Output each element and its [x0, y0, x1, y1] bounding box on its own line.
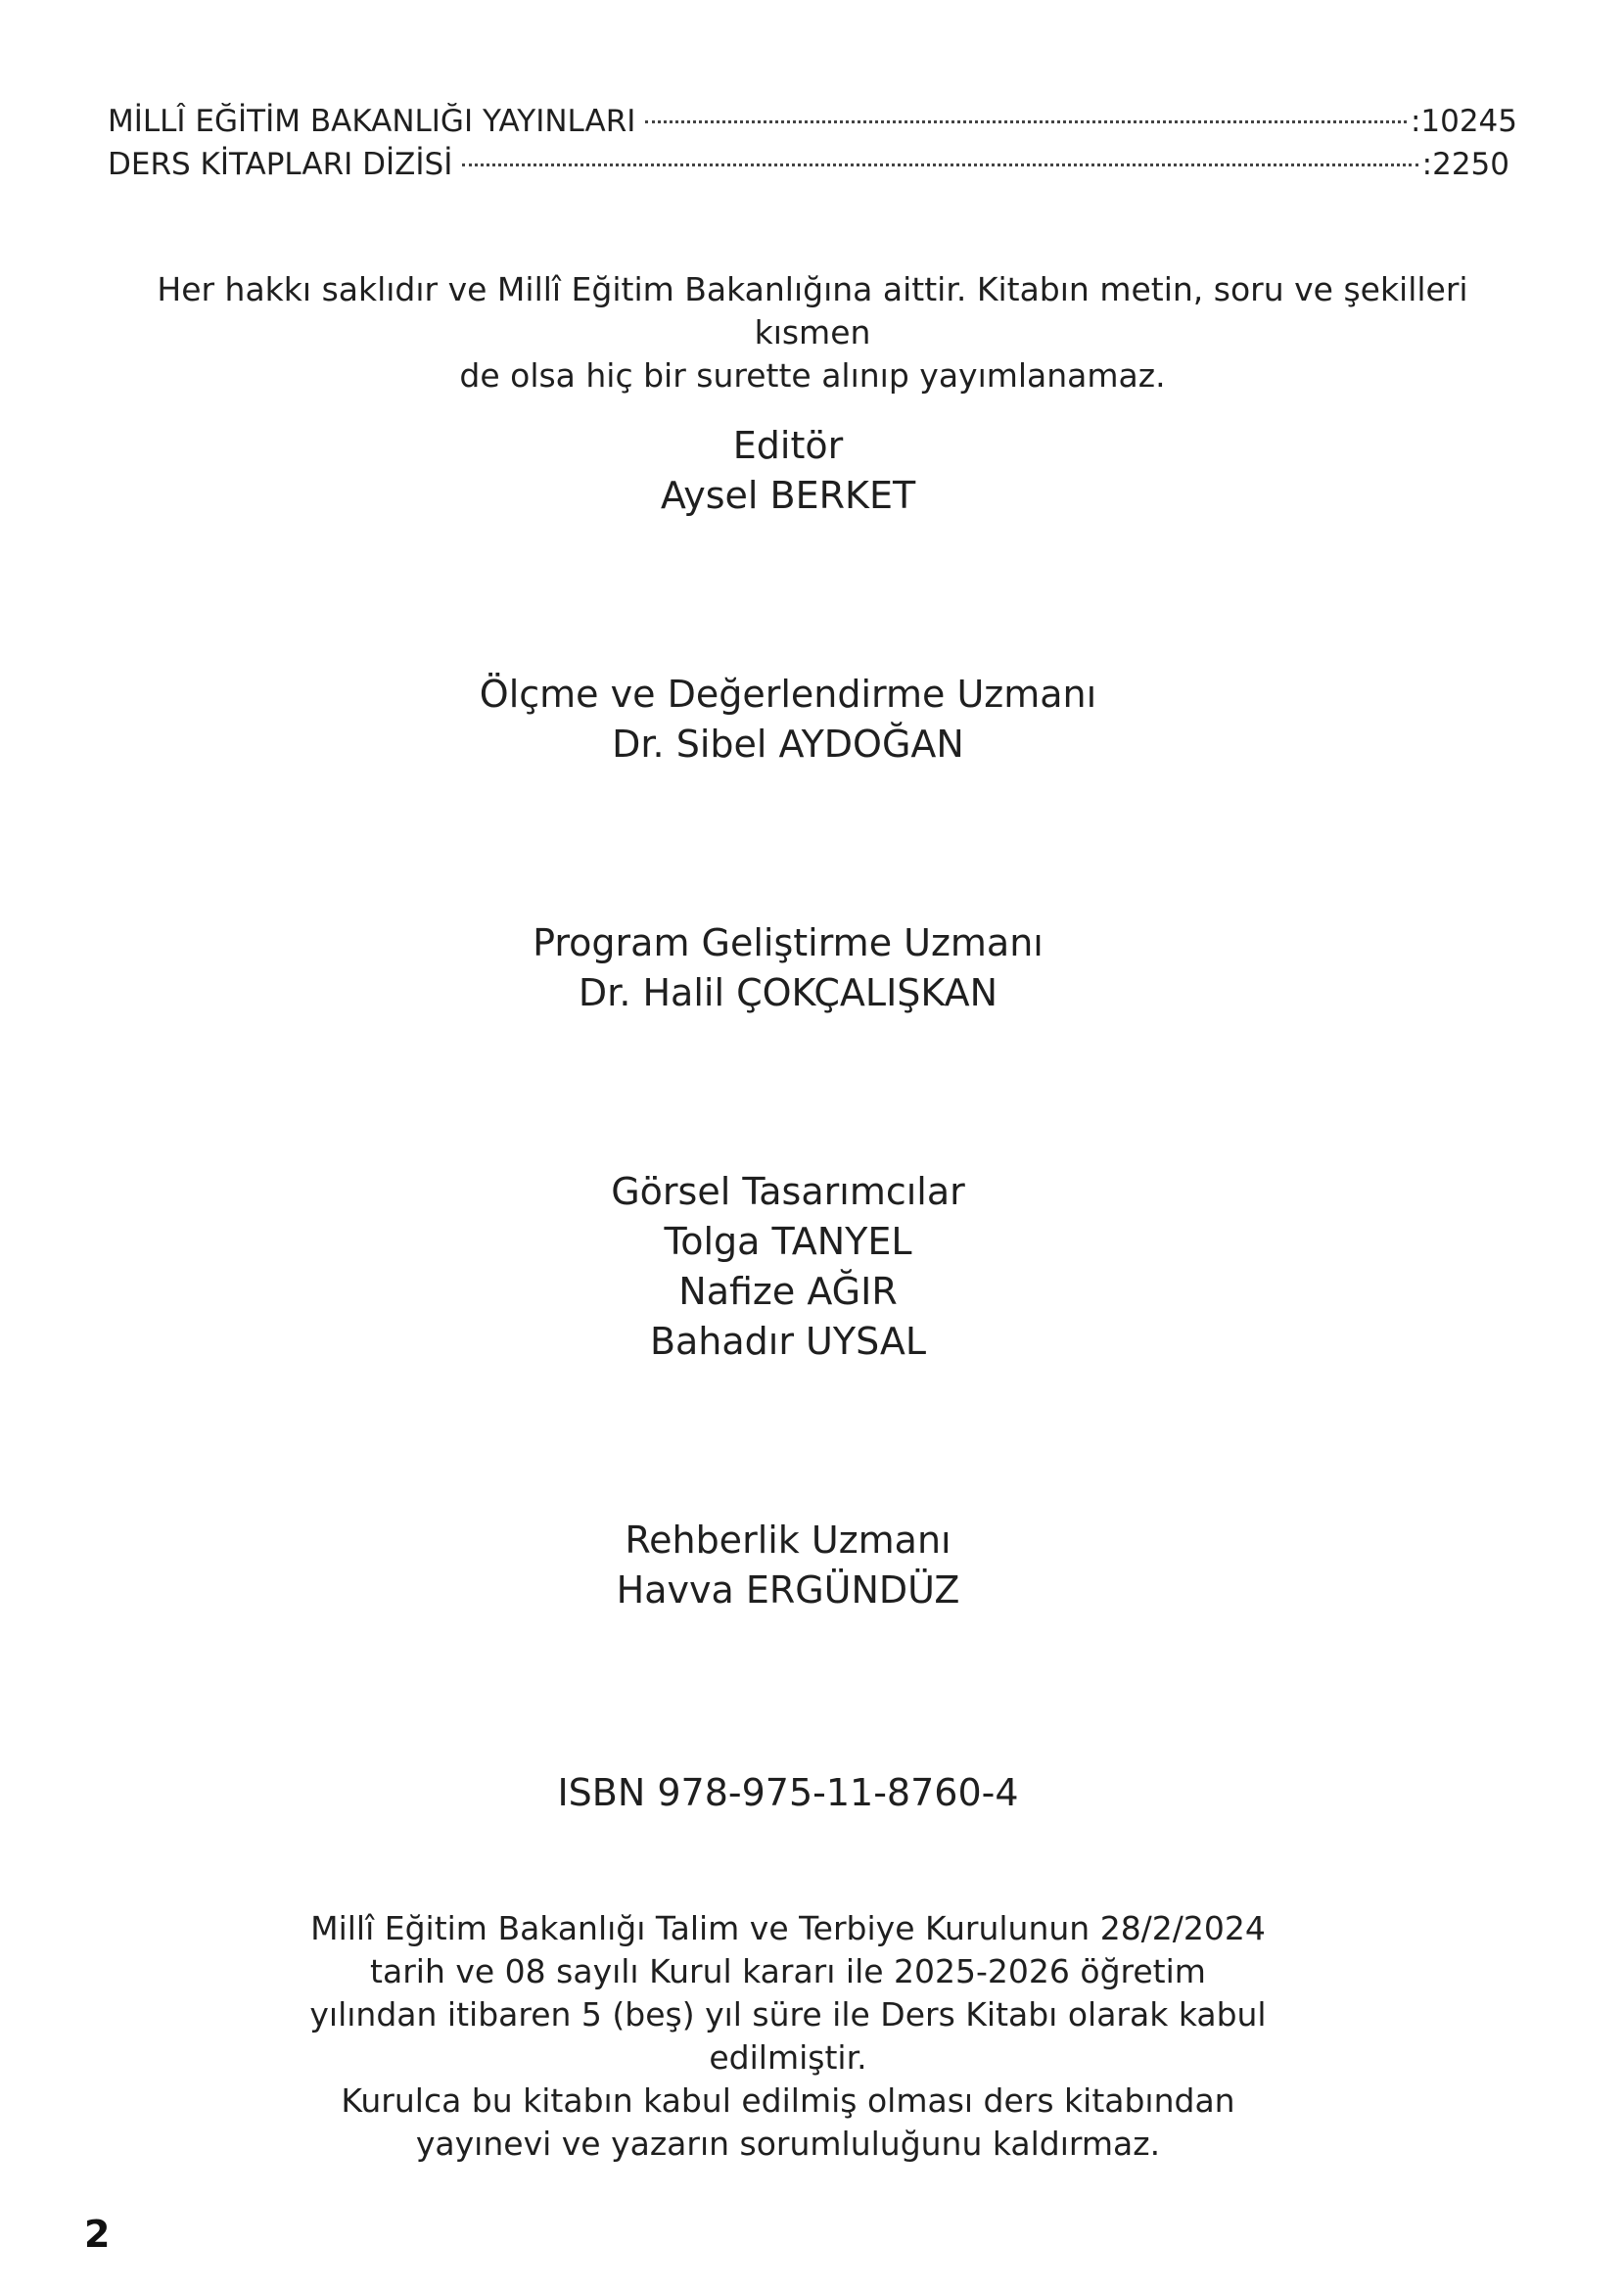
approval-line: yayınevi ve yazarın sorumluluğunu kaldırmaz. — [415, 2125, 1161, 2163]
dot-leader — [645, 120, 1407, 123]
copyright-line: de olsa hiç bir surette alınıp yayımlanamaz. — [459, 356, 1166, 395]
guidance-credit — [0, 1516, 1576, 1615]
credit-role: Ölçme ve Değerlendirme Uzmanı — [479, 673, 1097, 716]
editor-credit — [0, 421, 1576, 521]
approval-line: edilmiştir. — [709, 2038, 867, 2077]
credit-role: Görsel Tasarımcılar — [611, 1170, 965, 1213]
textbook-series-label: DERS KİTAPLARI DİZİSİ — [108, 147, 453, 182]
copyright-notice — [117, 268, 1508, 397]
credit-name: Dr. Sibel AYDOĞAN — [612, 723, 964, 766]
credit-name: Havva ERGÜNDÜZ — [616, 1568, 960, 1612]
publications-series-row — [108, 100, 1517, 143]
credit-name: Aysel BERKET — [660, 474, 916, 517]
copyright-line: Her hakkı saklıdır ve Millî Eğitim Bakanlığına aittir. Kitabın metin, soru ve şekilleri kısmen — [157, 270, 1468, 351]
approval-line: tarih ve 08 sayılı Kurul kararı ile 2025-2026 öğretim — [370, 1952, 1206, 1990]
credit-name: Nafize AĞIR — [678, 1270, 898, 1313]
publications-series-label: MİLLÎ EĞİTİM BAKANLIĞI YAYINLARI — [108, 104, 636, 139]
credit-role: Editör — [732, 424, 844, 467]
textbook-series-row — [108, 143, 1509, 186]
approval-statement — [294, 1907, 1282, 2166]
textbook-series-number: :2250 — [1421, 147, 1509, 182]
program-credit — [0, 918, 1576, 1018]
approval-line: Millî Eğitim Bakanlığı Talim ve Terbiye Kurulunun 28/2/2024 — [310, 1909, 1266, 1947]
credit-name: Dr. Halil ÇOKÇALIŞKAN — [578, 971, 998, 1014]
credit-role: Program Geliştirme Uzmanı — [533, 921, 1044, 964]
dot-leader — [462, 164, 1417, 166]
publications-series-number: :10245 — [1410, 104, 1517, 139]
credit-name: Tolga TANYEL — [664, 1220, 912, 1263]
credit-name: Bahadır UYSAL — [649, 1320, 927, 1363]
isbn: ISBN 978-975-11-8760-4 — [557, 1771, 1019, 1814]
assessment-credit — [0, 670, 1576, 770]
page-number: 2 — [84, 2213, 111, 2256]
series-info — [108, 100, 1517, 186]
approval-line: Kurulca bu kitabın kabul edilmiş olması ders kitabından — [341, 2081, 1235, 2120]
approval-line: yılından itibaren 5 (beş) yıl süre ile Ders Kitabı olarak kabul — [309, 1995, 1267, 2034]
credit-role: Rehberlik Uzmanı — [625, 1519, 951, 1562]
designers-credit — [0, 1167, 1576, 1367]
